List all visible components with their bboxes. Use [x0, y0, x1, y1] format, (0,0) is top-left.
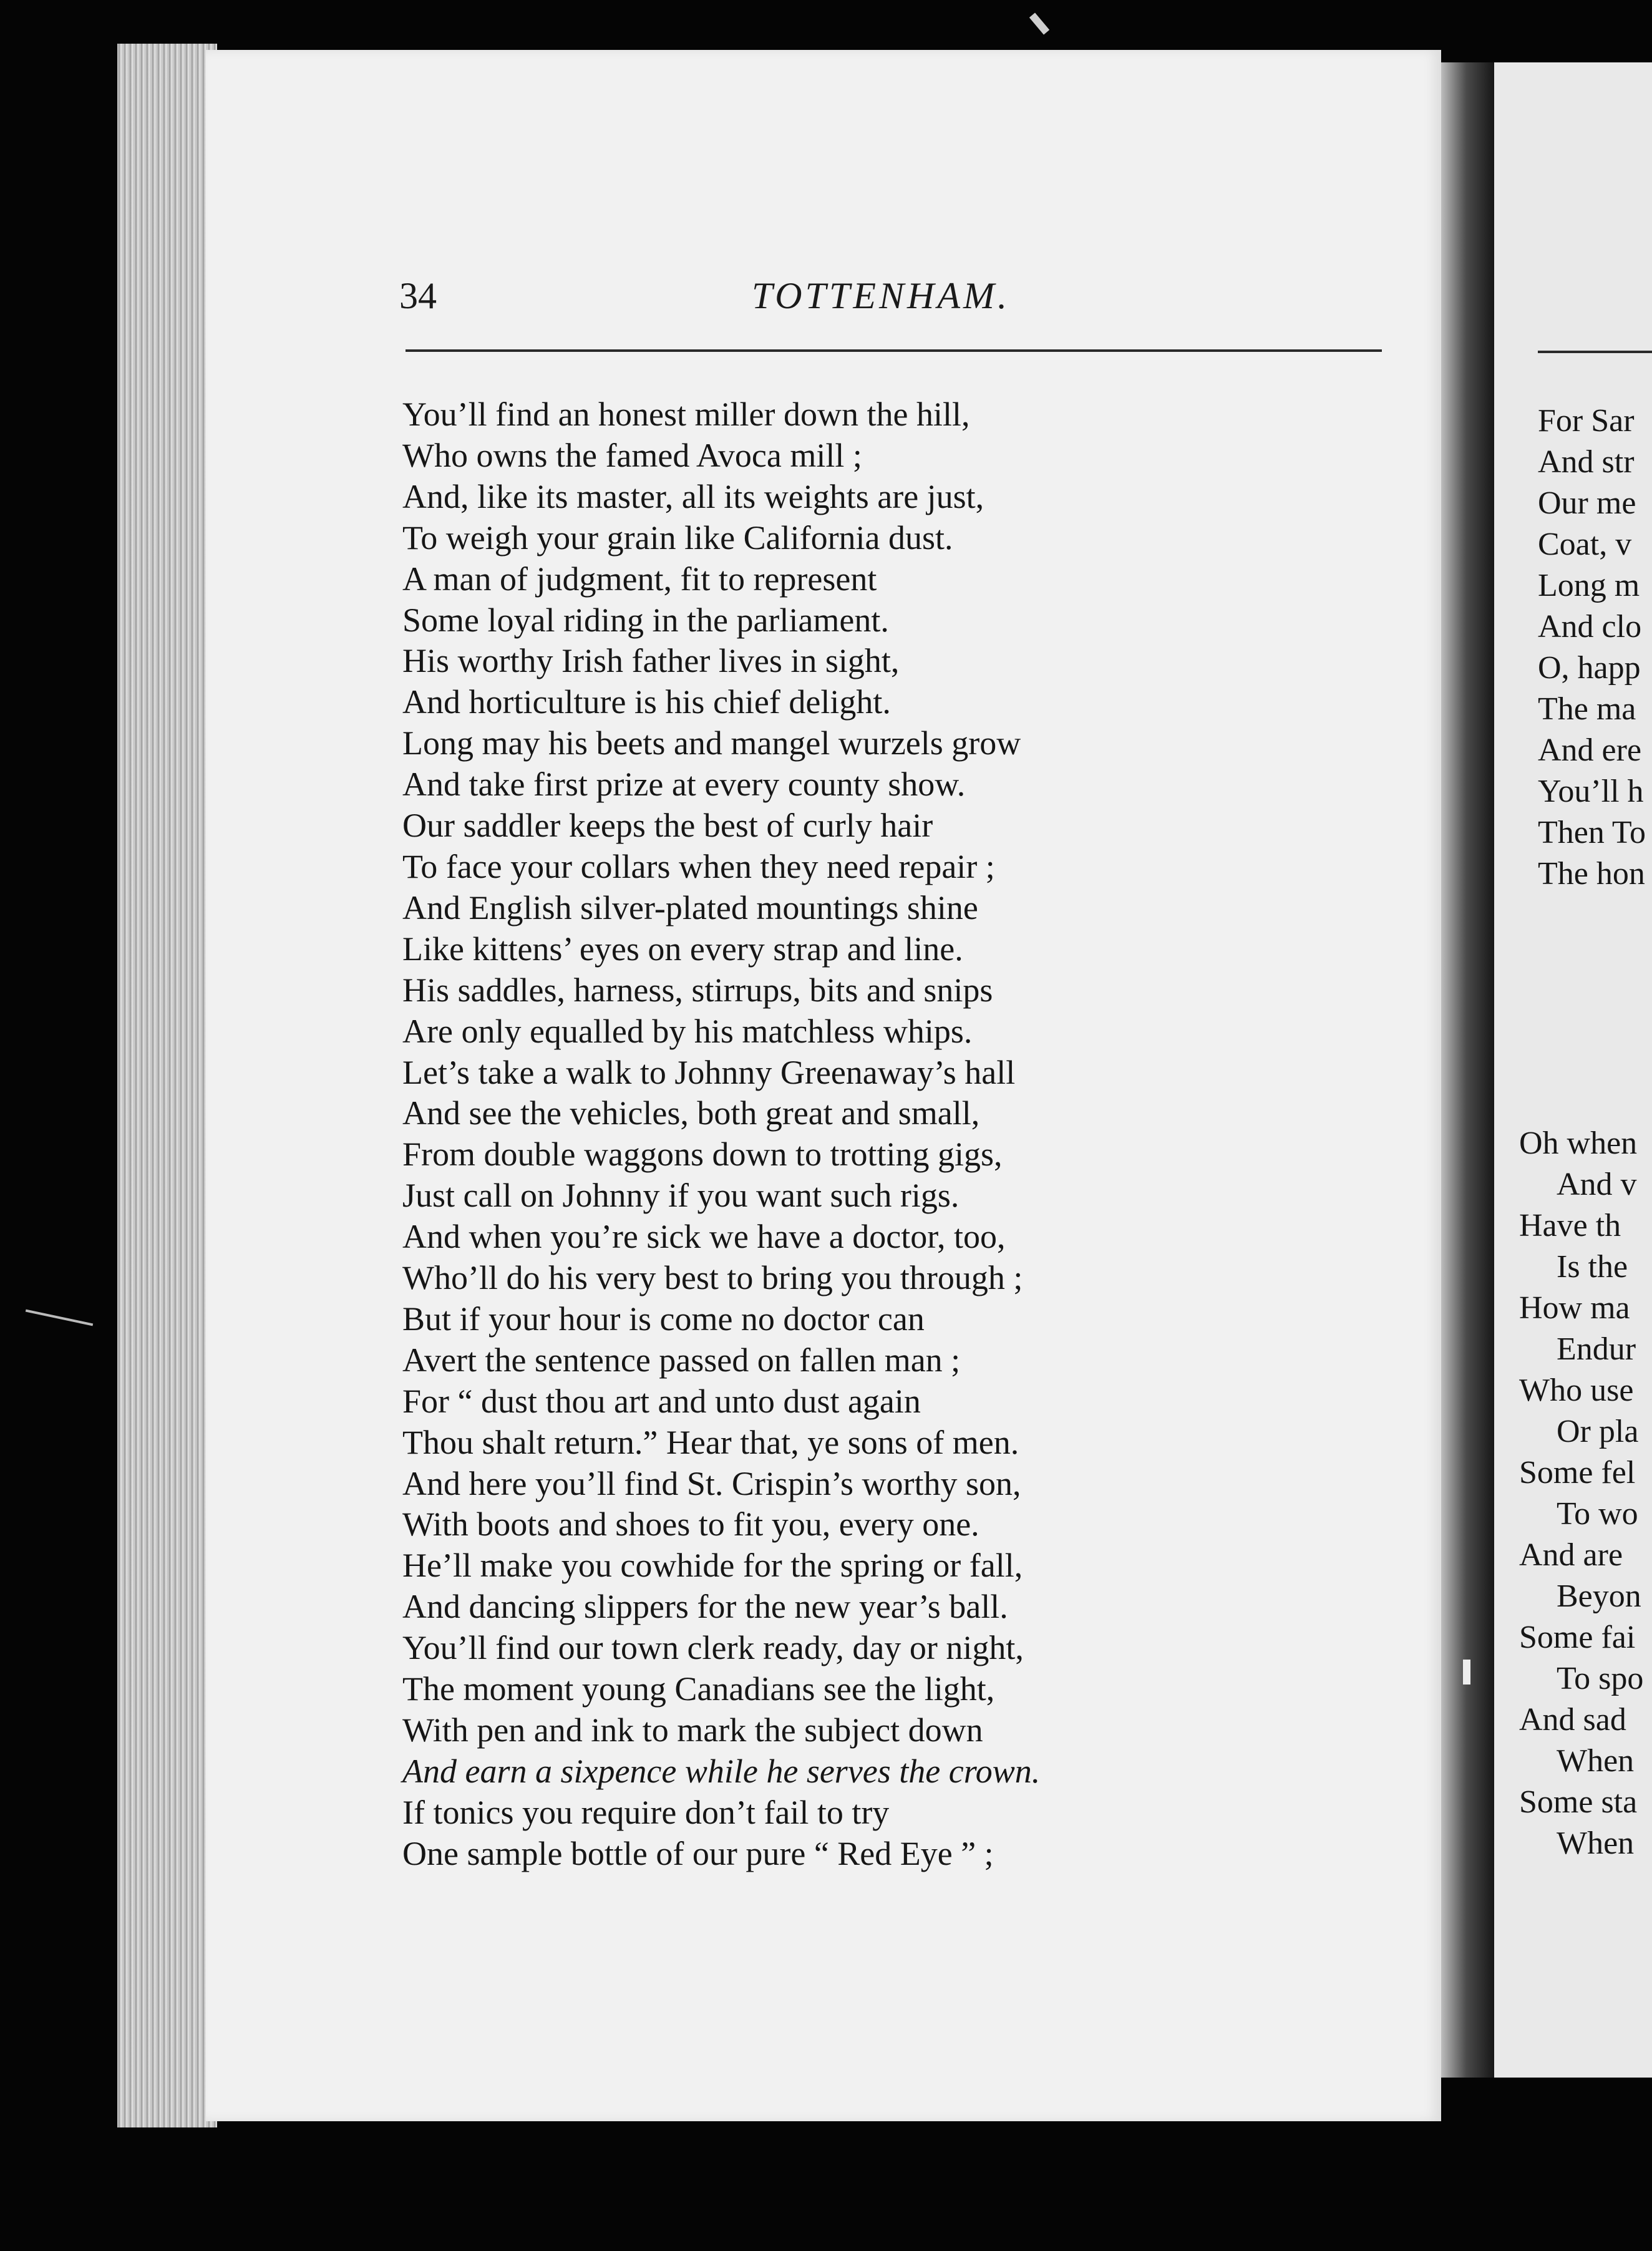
poem-line: And dancing slippers for the new year’s ball.: [402, 1588, 1008, 1626]
right-line: Who use: [1519, 1373, 1634, 1408]
poem-line: He’ll make you cowhide for the spring or fall,: [402, 1547, 1023, 1585]
poem-line: His saddles, harness, stirrups, bits and snips: [402, 971, 993, 1009]
poem-line: The moment young Canadians see the light,: [402, 1670, 995, 1708]
right-line: Beyon: [1557, 1578, 1641, 1614]
poem-line: Who’ll do his very best to bring you through ;: [402, 1259, 1023, 1297]
poem-line: A man of judgment, fit to represent: [402, 560, 877, 598]
right-line: Have th: [1519, 1208, 1621, 1243]
poem-line: You’ll find our town clerk ready, day or night,: [402, 1629, 1024, 1667]
right-line: Long m: [1538, 568, 1640, 603]
poem-line: Are only equalled by his matchless whips.: [402, 1012, 973, 1050]
right-line: The ma: [1538, 691, 1636, 727]
right-line: Coat, v: [1538, 527, 1632, 562]
scan-speck: [1029, 12, 1049, 34]
poem-line: And here you’ll find St. Crispin’s worthy son,: [402, 1464, 1021, 1502]
poem-line: And see the vehicles, both great and small,: [402, 1094, 980, 1132]
right-line: And clo: [1538, 609, 1642, 644]
scan-speck: [1463, 1660, 1470, 1685]
poem-line-italic: And earn a sixpence while he serves the crown.: [402, 1752, 1041, 1790]
poem-line: To face your collars when they need repair ;: [402, 847, 995, 885]
right-line: O, happ: [1538, 650, 1641, 686]
poem-line: Long may his beets and mangel wurzels grow: [402, 724, 1021, 762]
poem-line: To weigh your grain like California dust.: [402, 518, 953, 557]
scan-speck: [26, 1310, 93, 1326]
right-line: To wo: [1557, 1496, 1638, 1532]
poem-line: Our saddler keeps the best of curly hair: [402, 807, 933, 845]
poem-line: Some loyal riding in the parliament.: [402, 601, 889, 639]
right-line: When: [1557, 1826, 1635, 1861]
poem-line: If tonics you require don’t fail to try: [402, 1793, 890, 1831]
header-rule: [406, 349, 1382, 352]
right-line: For Sar: [1538, 403, 1635, 439]
right-line: And are: [1519, 1537, 1623, 1573]
right-header-rule: [1538, 351, 1652, 353]
right-line: When: [1557, 1743, 1635, 1779]
right-line: You’ll h: [1538, 774, 1644, 809]
poem-line: Avert the sentence passed on fallen man ;: [402, 1341, 961, 1379]
poem-line: Let’s take a walk to Johnny Greenaway’s hall: [402, 1053, 1016, 1091]
poem-line: And when you’re sick we have a doctor, too,: [402, 1218, 1006, 1256]
book-gutter: [1441, 62, 1497, 2078]
right-line: Oh when: [1519, 1126, 1638, 1161]
poem-line: With boots and shoes to fit you, every one.: [402, 1505, 979, 1544]
poem-line: One sample bottle of our pure “ Red Eye ” ;: [402, 1834, 994, 1872]
right-line: Or pla: [1557, 1414, 1639, 1449]
right-line: Endur: [1557, 1331, 1636, 1367]
right-page-stanza-2: [1519, 1123, 1643, 1864]
right-page: [1494, 62, 1652, 2078]
poem-text: [402, 394, 1426, 1929]
poem-line: Who owns the famed Avoca mill ;: [402, 436, 862, 474]
right-line: Is the: [1557, 1249, 1628, 1285]
page-number: 34: [399, 275, 437, 316]
right-line: Then To: [1538, 815, 1646, 850]
poem-line: Thou shalt return.” Hear that, ye sons of men.: [402, 1423, 1019, 1461]
poem-line: His worthy Irish father lives in sight,: [402, 642, 900, 680]
right-line: To spo: [1557, 1661, 1644, 1696]
poem-line: And take first prize at every county show.: [402, 766, 966, 804]
page-edges: [117, 44, 217, 2127]
right-line: And v: [1557, 1167, 1637, 1202]
right-line: The hon: [1538, 856, 1645, 892]
poem-line: For “ dust thou art and unto dust again: [402, 1382, 921, 1420]
right-line: And sad: [1519, 1702, 1626, 1738]
right-line: Some fel: [1519, 1455, 1636, 1490]
poem-line: You’ll find an honest miller down the hill,: [402, 396, 970, 433]
right-line: Some fai: [1519, 1620, 1636, 1655]
right-line: Our me: [1538, 485, 1636, 521]
poem-line: With pen and ink to mark the subject down: [402, 1711, 983, 1749]
right-line: And str: [1538, 444, 1635, 480]
poem-line: From double waggons down to trotting gigs,: [402, 1135, 1003, 1174]
poem-line: Like kittens’ eyes on every strap and line.: [402, 930, 963, 968]
running-title: TOTTENHAM.: [752, 275, 1010, 316]
page-header: [399, 268, 1385, 331]
poem-line: And English silver-plated mountings shine: [402, 888, 978, 926]
poem-line: Just call on Johnny if you want such rigs.: [402, 1177, 960, 1215]
right-line: How ma: [1519, 1290, 1630, 1326]
right-line: And ere: [1538, 732, 1642, 768]
poem-line: But if your hour is come no doctor can: [402, 1300, 925, 1338]
right-line: Some sta: [1519, 1784, 1638, 1820]
right-page-stanza-1: [1538, 401, 1646, 895]
poem-line: And, like its master, all its weights are just,: [402, 477, 984, 515]
poem-line: And horticulture is his chief delight.: [402, 683, 891, 721]
